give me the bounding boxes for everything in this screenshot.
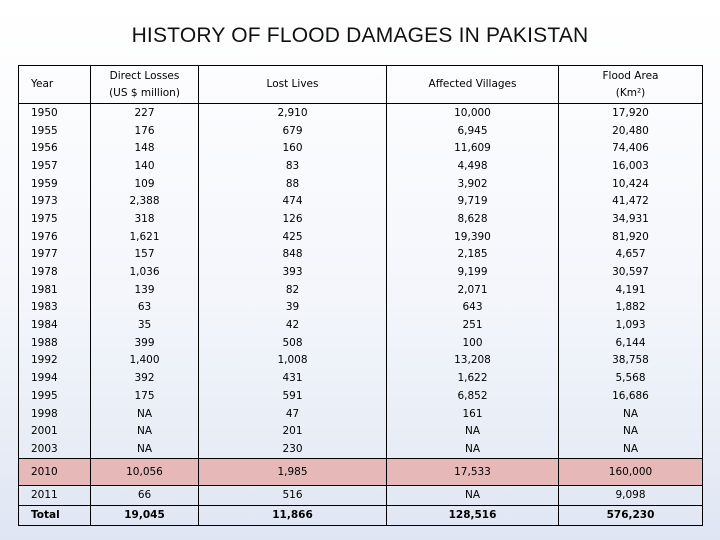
cell-flood-area: 34,931 bbox=[559, 210, 703, 228]
cell-affected-villages: 6,852 bbox=[387, 387, 559, 405]
cell-flood-area: NA bbox=[559, 440, 703, 458]
cell-flood-area: 576,230 bbox=[559, 505, 703, 525]
page-title: HISTORY OF FLOOD DAMAGES IN PAKISTAN bbox=[131, 24, 589, 47]
cell-flood-area: NA bbox=[559, 405, 703, 423]
cell-lost-lives: 126 bbox=[199, 210, 387, 228]
cell-affected-villages: NA bbox=[387, 485, 559, 505]
cell-year: 1976 bbox=[19, 228, 91, 246]
cell-flood-area: 1,093 bbox=[559, 316, 703, 334]
cell-affected-villages: 9,199 bbox=[387, 263, 559, 281]
cell-affected-villages: 6,945 bbox=[387, 122, 559, 140]
cell-flood-area: 1,882 bbox=[559, 299, 703, 317]
cell-affected-villages: 19,390 bbox=[387, 228, 559, 246]
cell-direct-losses: NA bbox=[91, 405, 199, 423]
cell-year: 2011 bbox=[19, 485, 91, 505]
cell-flood-area: 16,003 bbox=[559, 157, 703, 175]
cell-year: 1998 bbox=[19, 405, 91, 423]
cell-lost-lives: 88 bbox=[199, 175, 387, 193]
cell-direct-losses: 399 bbox=[91, 334, 199, 352]
cell-flood-area: 4,657 bbox=[559, 246, 703, 264]
table-row bbox=[19, 405, 703, 423]
cell-direct-losses: 2,388 bbox=[91, 192, 199, 210]
cell-lost-lives: 508 bbox=[199, 334, 387, 352]
table-row bbox=[19, 316, 703, 334]
table-row bbox=[19, 334, 703, 352]
table-row bbox=[19, 352, 703, 370]
cell-year: 1994 bbox=[19, 369, 91, 387]
cell-year: 1981 bbox=[19, 281, 91, 299]
cell-lost-lives: 474 bbox=[199, 192, 387, 210]
table-row bbox=[19, 175, 703, 193]
table-row bbox=[19, 440, 703, 458]
cell-affected-villages: 9,719 bbox=[387, 192, 559, 210]
cell-affected-villages: 1,622 bbox=[387, 369, 559, 387]
cell-year: 1973 bbox=[19, 192, 91, 210]
cell-direct-losses: 176 bbox=[91, 122, 199, 140]
table-row bbox=[19, 157, 703, 175]
cell-direct-losses: 19,045 bbox=[91, 505, 199, 525]
cell-lost-lives: 1,008 bbox=[199, 352, 387, 370]
cell-year: 1978 bbox=[19, 263, 91, 281]
cell-year: 1992 bbox=[19, 352, 91, 370]
cell-flood-area: 9,098 bbox=[559, 485, 703, 505]
cell-affected-villages: NA bbox=[387, 422, 559, 440]
cell-flood-area: 17,920 bbox=[559, 104, 703, 122]
cell-year: Total bbox=[19, 505, 91, 525]
cell-direct-losses: 139 bbox=[91, 281, 199, 299]
cell-flood-area: 74,406 bbox=[559, 139, 703, 157]
cell-affected-villages: 251 bbox=[387, 316, 559, 334]
cell-affected-villages: 128,516 bbox=[387, 505, 559, 525]
cell-affected-villages: NA bbox=[387, 440, 559, 458]
cell-affected-villages: 2,071 bbox=[387, 281, 559, 299]
table-row bbox=[19, 263, 703, 281]
cell-flood-area: 16,686 bbox=[559, 387, 703, 405]
cell-direct-losses: 66 bbox=[91, 485, 199, 505]
cell-direct-losses: NA bbox=[91, 422, 199, 440]
cell-direct-losses: 10,056 bbox=[91, 458, 199, 485]
cell-lost-lives: 431 bbox=[199, 369, 387, 387]
cell-lost-lives: 201 bbox=[199, 422, 387, 440]
cell-lost-lives: 2,910 bbox=[199, 104, 387, 122]
cell-lost-lives: 160 bbox=[199, 139, 387, 157]
cell-lost-lives: 39 bbox=[199, 299, 387, 317]
header-flood-area-line2: (Km²) bbox=[615, 86, 646, 99]
cell-affected-villages: 3,902 bbox=[387, 175, 559, 193]
cell-direct-losses: 1,400 bbox=[91, 352, 199, 370]
cell-lost-lives: 42 bbox=[199, 316, 387, 334]
header-year: Year bbox=[19, 66, 91, 104]
cell-lost-lives: 82 bbox=[199, 281, 387, 299]
cell-year: 1983 bbox=[19, 299, 91, 317]
cell-direct-losses: 227 bbox=[91, 104, 199, 122]
cell-year: 1984 bbox=[19, 316, 91, 334]
cell-lost-lives: 425 bbox=[199, 228, 387, 246]
cell-lost-lives: 1,985 bbox=[199, 458, 387, 485]
cell-flood-area: 30,597 bbox=[559, 263, 703, 281]
header-row bbox=[19, 66, 703, 104]
cell-lost-lives: 848 bbox=[199, 246, 387, 264]
cell-year: 1988 bbox=[19, 334, 91, 352]
cell-flood-area: 5,568 bbox=[559, 369, 703, 387]
flood-damages-table bbox=[18, 65, 703, 526]
cell-year: 1955 bbox=[19, 122, 91, 140]
table-row bbox=[19, 369, 703, 387]
table-row bbox=[19, 104, 703, 122]
header-affected-villages: Affected Villages bbox=[387, 66, 559, 104]
cell-lost-lives: 679 bbox=[199, 122, 387, 140]
table-body bbox=[19, 104, 703, 526]
cell-affected-villages: 2,185 bbox=[387, 246, 559, 264]
cell-affected-villages: 161 bbox=[387, 405, 559, 423]
table-row-total bbox=[19, 505, 703, 525]
header-direct-losses-line2: (US $ million) bbox=[109, 86, 180, 99]
cell-year: 1959 bbox=[19, 175, 91, 193]
table-row bbox=[19, 387, 703, 405]
cell-affected-villages: 17,533 bbox=[387, 458, 559, 485]
header-lost-lives: Lost Lives bbox=[199, 66, 387, 104]
table-row bbox=[19, 299, 703, 317]
cell-direct-losses: 109 bbox=[91, 175, 199, 193]
cell-direct-losses: 140 bbox=[91, 157, 199, 175]
cell-year: 1956 bbox=[19, 139, 91, 157]
cell-flood-area: 6,144 bbox=[559, 334, 703, 352]
table-row bbox=[19, 192, 703, 210]
cell-affected-villages: 643 bbox=[387, 299, 559, 317]
cell-flood-area: 41,472 bbox=[559, 192, 703, 210]
table-row bbox=[19, 281, 703, 299]
cell-lost-lives: 11,866 bbox=[199, 505, 387, 525]
cell-affected-villages: 13,208 bbox=[387, 352, 559, 370]
cell-flood-area: 160,000 bbox=[559, 458, 703, 485]
table-row-highlight bbox=[19, 458, 703, 485]
cell-direct-losses: 35 bbox=[91, 316, 199, 334]
cell-lost-lives: 83 bbox=[199, 157, 387, 175]
cell-flood-area: 81,920 bbox=[559, 228, 703, 246]
table-row bbox=[19, 246, 703, 264]
cell-flood-area: 38,758 bbox=[559, 352, 703, 370]
cell-affected-villages: 100 bbox=[387, 334, 559, 352]
cell-year: 1977 bbox=[19, 246, 91, 264]
cell-affected-villages: 8,628 bbox=[387, 210, 559, 228]
cell-lost-lives: 230 bbox=[199, 440, 387, 458]
cell-affected-villages: 10,000 bbox=[387, 104, 559, 122]
cell-direct-losses: 392 bbox=[91, 369, 199, 387]
cell-flood-area: NA bbox=[559, 422, 703, 440]
cell-affected-villages: 4,498 bbox=[387, 157, 559, 175]
table-row bbox=[19, 139, 703, 157]
cell-lost-lives: 393 bbox=[199, 263, 387, 281]
cell-flood-area: 20,480 bbox=[559, 122, 703, 140]
cell-year: 1950 bbox=[19, 104, 91, 122]
header-flood-area bbox=[559, 66, 703, 104]
cell-direct-losses: 63 bbox=[91, 299, 199, 317]
cell-direct-losses: 318 bbox=[91, 210, 199, 228]
cell-lost-lives: 591 bbox=[199, 387, 387, 405]
cell-direct-losses: 1,036 bbox=[91, 263, 199, 281]
cell-direct-losses: 148 bbox=[91, 139, 199, 157]
cell-year: 1957 bbox=[19, 157, 91, 175]
header-direct-losses bbox=[91, 66, 199, 104]
cell-year: 1975 bbox=[19, 210, 91, 228]
header-flood-area-line1: Flood Area bbox=[602, 69, 659, 82]
cell-direct-losses: NA bbox=[91, 440, 199, 458]
cell-direct-losses: 1,621 bbox=[91, 228, 199, 246]
cell-lost-lives: 47 bbox=[199, 405, 387, 423]
header-direct-losses-line1: Direct Losses bbox=[109, 69, 180, 82]
cell-year: 2003 bbox=[19, 440, 91, 458]
table-row bbox=[19, 122, 703, 140]
cell-affected-villages: 11,609 bbox=[387, 139, 559, 157]
table-row bbox=[19, 422, 703, 440]
cell-direct-losses: 175 bbox=[91, 387, 199, 405]
table-row bbox=[19, 228, 703, 246]
cell-year: 2010 bbox=[19, 458, 91, 485]
cell-lost-lives: 516 bbox=[199, 485, 387, 505]
cell-flood-area: 10,424 bbox=[559, 175, 703, 193]
table-row bbox=[19, 210, 703, 228]
cell-direct-losses: 157 bbox=[91, 246, 199, 264]
table-row bbox=[19, 485, 703, 505]
cell-year: 1995 bbox=[19, 387, 91, 405]
cell-year: 2001 bbox=[19, 422, 91, 440]
cell-flood-area: 4,191 bbox=[559, 281, 703, 299]
